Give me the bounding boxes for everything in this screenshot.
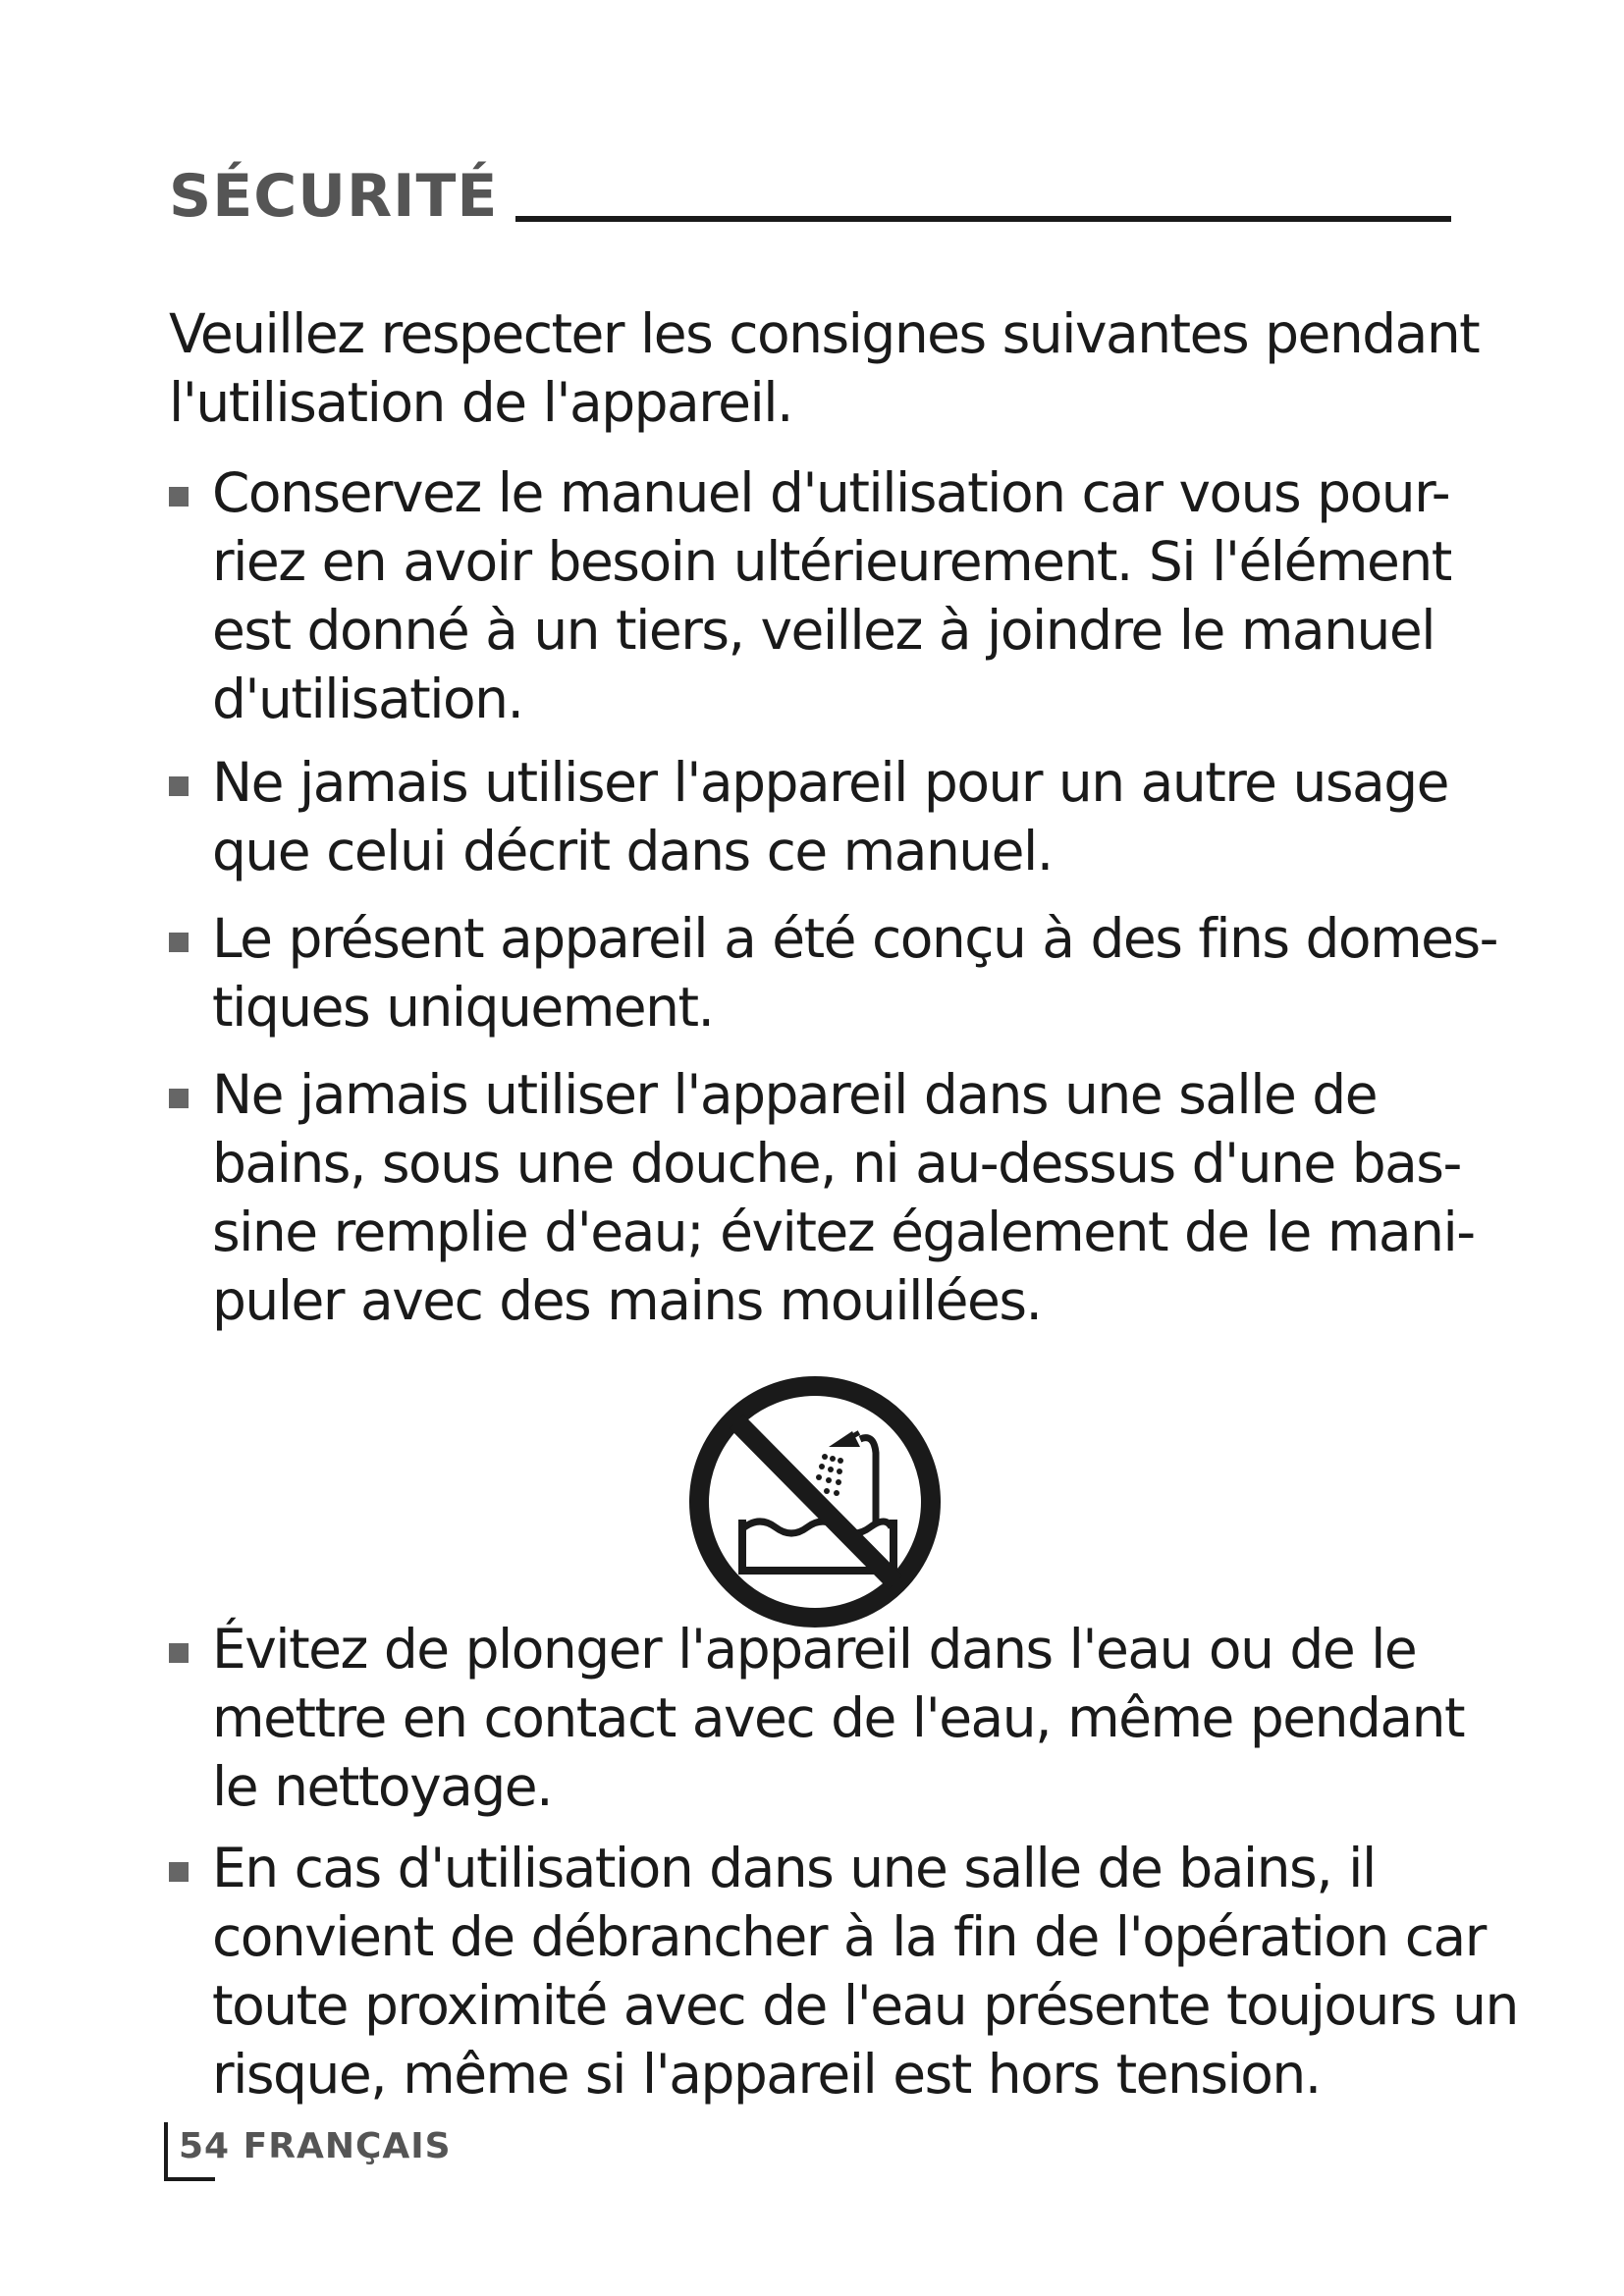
list-item <box>169 1834 1518 2109</box>
page-footer <box>164 2118 459 2183</box>
list-item-line: tiques uniquement. <box>212 976 714 1039</box>
page-title: SÉCURITÉ <box>169 162 499 231</box>
list-item <box>169 1615 1464 1821</box>
square-bullet-icon <box>169 1643 189 1663</box>
list-item-line: riez en avoir besoin ultérieurement. Si l'élément <box>212 530 1451 593</box>
list-item-line: sine remplie d'eau; évitez également de le mani- <box>212 1201 1475 1263</box>
square-bullet-icon <box>169 776 189 796</box>
footer-corner-mark <box>164 2122 168 2181</box>
list-item-line: toute proximité avec de l'eau présente toujours un <box>212 1974 1518 2037</box>
intro-paragraph <box>169 299 1494 437</box>
intro-line: Veuillez respecter les consignes suivantes pendant <box>169 302 1480 365</box>
square-bullet-icon <box>169 487 189 507</box>
list-item-line: le nettoyage. <box>212 1755 553 1818</box>
list-item <box>169 1060 1475 1335</box>
list-item-line: Ne jamais utiliser l'appareil dans une salle de <box>212 1063 1378 1126</box>
no-bath-shower-icon <box>687 1374 943 1629</box>
footer-corner-mark <box>164 2177 215 2181</box>
list-item-line: que celui décrit dans ce manuel. <box>212 820 1053 882</box>
list-item-line: Conservez le manuel d'utilisation car vous pour- <box>212 461 1450 524</box>
list-item <box>169 748 1448 885</box>
list-item <box>169 904 1497 1041</box>
list-item-line: est donné à un tiers, veillez à joindre le manuel <box>212 599 1435 662</box>
list-item-line: convient de débrancher à la fin de l'opération car <box>212 1905 1486 1968</box>
list-item-line: risque, même si l'appareil est hors tension. <box>212 2043 1321 2106</box>
list-item-line: puler avec des mains mouillées. <box>212 1269 1042 1332</box>
section-heading <box>169 147 1451 231</box>
list-item-line: mettre en contact avec de l'eau, même pendant <box>212 1686 1465 1749</box>
page-number: 54 <box>179 2126 231 2166</box>
list-item-line: Le présent appareil a été conçu à des fins domes- <box>212 907 1497 970</box>
square-bullet-icon <box>169 933 189 952</box>
square-bullet-icon <box>169 1089 189 1108</box>
list-item-line: d'utilisation. <box>212 667 523 730</box>
heading-underline <box>515 216 1451 222</box>
intro-line: l'utilisation de l'appareil. <box>169 371 793 434</box>
list-item-line: En cas d'utilisation dans une salle de bains, il <box>212 1837 1376 1899</box>
list-item <box>169 458 1451 733</box>
list-item-line: Ne jamais utiliser l'appareil pour un autre usage <box>212 751 1448 814</box>
footer-label <box>179 2126 452 2166</box>
list-item-line: bains, sous une douche, ni au-dessus d'une bas- <box>212 1132 1461 1195</box>
square-bullet-icon <box>169 1862 189 1882</box>
footer-language: FRANÇAIS <box>243 2126 452 2166</box>
list-item-line: Évitez de plonger l'appareil dans l'eau ou de le <box>212 1618 1417 1681</box>
